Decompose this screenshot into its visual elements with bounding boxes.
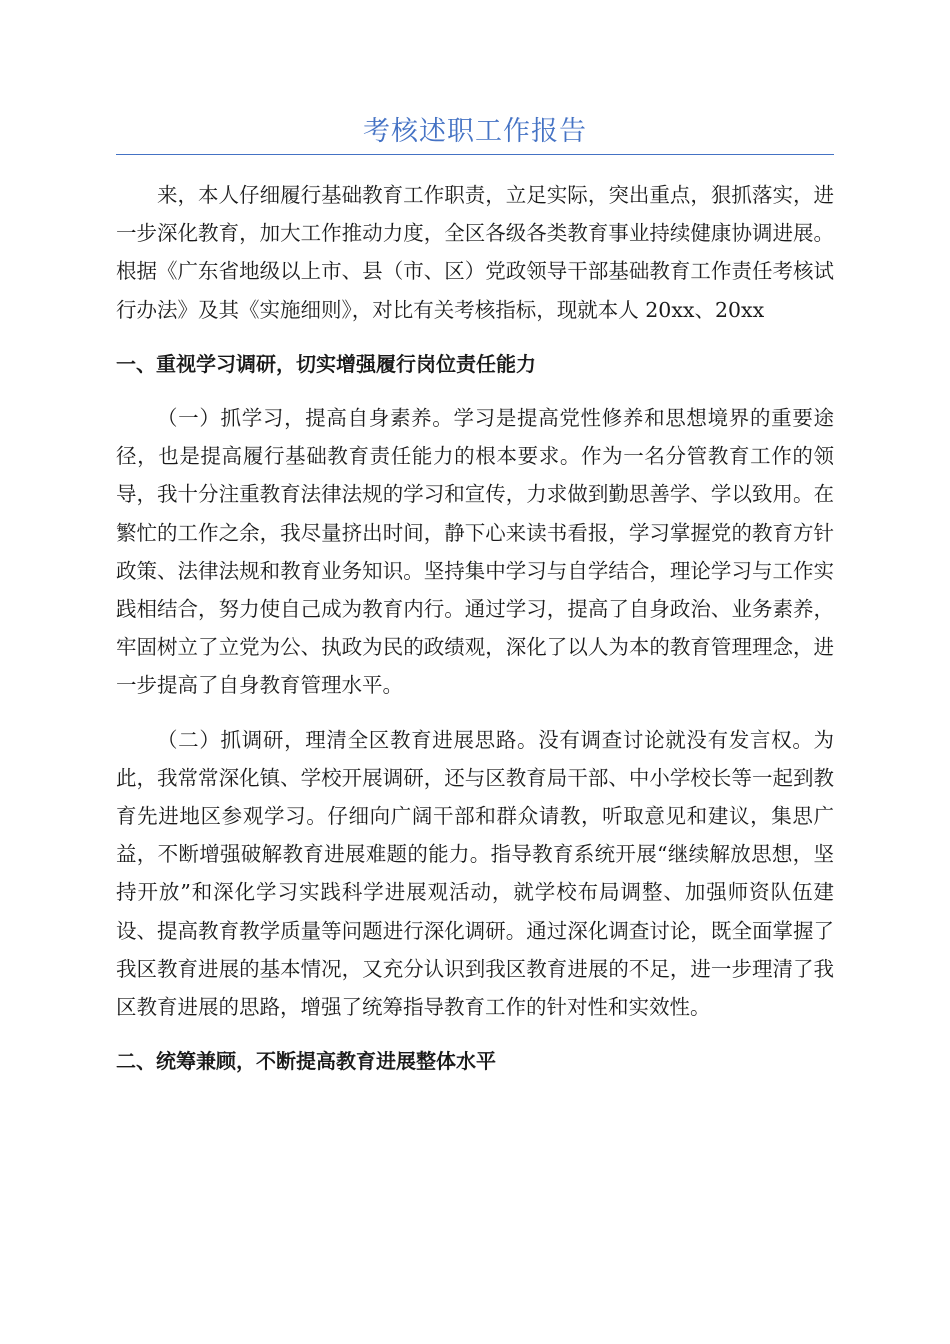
document-body xyxy=(116,176,834,1096)
section-heading-1: 一、重视学习调研，切实增强履行岗位责任能力 xyxy=(116,351,536,376)
document-title: 考核述职工作报告 xyxy=(363,116,587,147)
title-underline xyxy=(116,154,834,155)
section-heading-2: 二、统筹兼顾，不断提高教育进展整体水平 xyxy=(116,1049,496,1074)
paragraph-intro: 来，本人仔细履行基础教育工作职责，立足实际，突出重点，狠抓落实，进一步深化教育，加大工作推动力度，全区各级各类教育事业持续健康协调进展。根据《广东省地级以上市、县（市、区）党政领导干部基础教育工作责任考核试行办法》及其《实施细则》，对比有关考核指标，现就本人 20xx、20xx xyxy=(116,183,834,322)
paragraph-research: （二）抓调研，理清全区教育进展思路。没有调查讨论就没有发言权。为此，我常常深化镇、学校开展调研，还与区教育局干部、中小学校长等一起到教育先进地区参观学习。仔细向广阔干部和群众请教，听取意见和建议，集思广益，不断增强破解教育进展难题的能力。指导教育系统开展“继续解放思想，坚持开放”和深化学习实践科学进展观活动，就学校布局调整、加强师资队伍建设、提高教育教学质量等问题进行深化调研。通过深化调查讨论，既全面掌握了我区教育进展的基本情况，又充分认识到我区教育进展的不足，进一步理清了我区教育进展的思路，增强了统筹指导教育工作的针对性和实效性。 xyxy=(116,727,834,1020)
paragraph-study: （一）抓学习，提高自身素养。学习是提高党性修养和思想境界的重要途径，也是提高履行基础教育责任能力的根本要求。作为一名分管教育工作的领导，我十分注重教育法律法规的学习和宣传，力求做到勤思善学、学以致用。在繁忙的工作之余，我尽量挤出时间，静下心来读书看报，学习掌握党的教育方针政策、法律法规和教育业务知识。坚持集中学习与自学结合，理论学习与工作实践相结合，努力使自己成为教育内行。通过学习，提高了自身政治、业务素养，牢固树立了立党为公、执政为民的政绩观，深化了以人为本的教育管理理念，进一步提高了自身教育管理水平。 xyxy=(116,406,834,698)
